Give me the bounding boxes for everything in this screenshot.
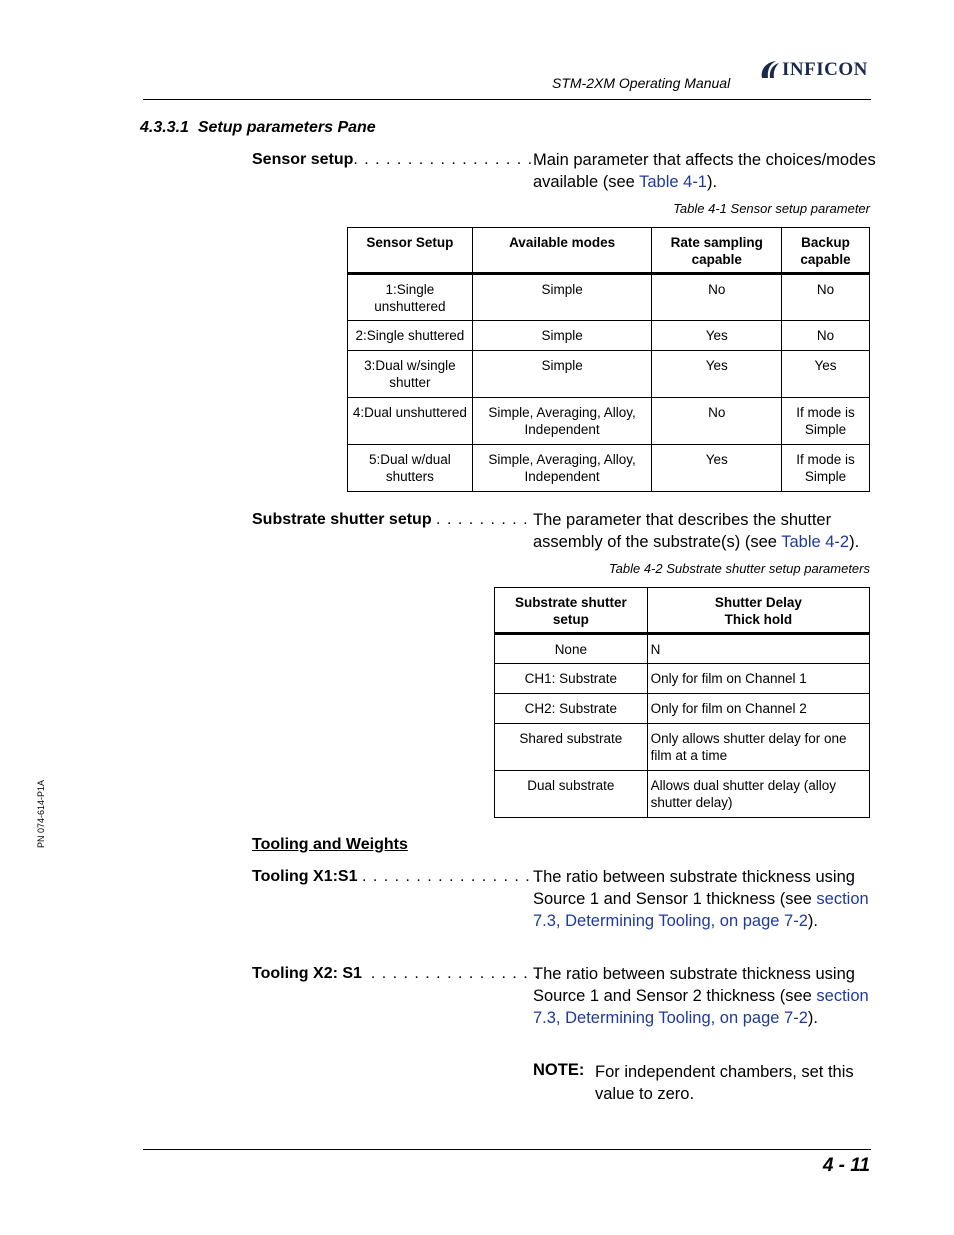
table-row xyxy=(495,664,870,694)
term-label: Tooling X1:S1 xyxy=(252,868,358,885)
table-header-row xyxy=(348,228,870,274)
description-text: The ratio between substrate thickness using Source 1 and Sensor 1 thickness (see xyxy=(533,868,855,908)
table-4-1-link[interactable]: Table 4-1 xyxy=(639,173,707,191)
header-line: Shutter Delay xyxy=(714,595,802,610)
header-line: Thick hold xyxy=(724,612,793,627)
table-cell: CH2: Substrate xyxy=(495,694,648,724)
table-cell: Only for film on Channel 1 xyxy=(647,664,869,694)
note-label: NOTE: xyxy=(533,1061,585,1079)
substrate-shutter-table xyxy=(494,587,870,818)
section-number: 4.3.3.1 xyxy=(140,119,189,136)
table-cell: Dual substrate xyxy=(495,771,648,818)
table-cell: No xyxy=(652,398,782,445)
substrate-setup-description xyxy=(533,509,878,553)
table-4-2-link[interactable]: Table 4-2 xyxy=(781,533,850,551)
table-4-2-caption: Table 4-2 Substrate shutter setup parameters xyxy=(608,561,870,576)
inficon-logo-icon xyxy=(758,58,782,82)
term-label: Tooling X2: S1 xyxy=(252,965,362,982)
table-cell: Simple xyxy=(472,274,652,321)
section-title: Setup parameters Pane xyxy=(197,119,376,136)
description-text: The ratio between substrate thickness using Source 1 and Sensor 2 thickness (see xyxy=(533,965,855,1005)
table-row xyxy=(348,321,870,351)
table-4-1-caption: Table 4-1 Sensor setup parameter xyxy=(673,201,870,216)
table-row xyxy=(348,274,870,321)
substrate-setup-term xyxy=(252,511,529,529)
footer-rule xyxy=(143,1149,871,1150)
inficon-logo xyxy=(758,58,868,82)
tooling-x2-description xyxy=(533,963,878,1029)
leader-dots: . . . . . . . . . . . . . . . . xyxy=(370,965,540,982)
table-header-row xyxy=(495,588,870,634)
table-cell: 1:Single unshuttered xyxy=(348,274,473,321)
table-cell: 5:Dual w/dual shutters xyxy=(348,445,473,492)
table-row xyxy=(495,771,870,818)
description-text: The parameter that describes the shutter assembly of the substrate(s) (see xyxy=(533,511,832,551)
part-number: PN 074-614-P1A xyxy=(36,779,46,848)
description-text-end: ). xyxy=(707,173,718,191)
table-row xyxy=(495,694,870,724)
column-header: Sensor Setup xyxy=(348,228,473,274)
column-header: Substrate shutter setup xyxy=(495,588,648,634)
term-label: Substrate shutter setup xyxy=(252,511,432,528)
leader-dots: . . . . . . . . . . . . . . . . . xyxy=(361,868,542,885)
table-row xyxy=(348,445,870,492)
table-cell: Yes xyxy=(652,445,782,492)
table-cell: If mode is Simple xyxy=(782,445,870,492)
section-7-3-link[interactable]: section 7.3, Determining Tooling, on page 7-2 xyxy=(533,890,869,930)
table-cell: No xyxy=(782,321,870,351)
table-cell: Yes xyxy=(652,321,782,351)
header-rule xyxy=(143,99,871,100)
table-cell: No xyxy=(652,274,782,321)
table-cell: 3:Dual w/single shutter xyxy=(348,351,473,398)
table-row xyxy=(495,634,870,664)
table-cell: Simple xyxy=(472,351,652,398)
table-cell: Yes xyxy=(652,351,782,398)
table-cell: Yes xyxy=(782,351,870,398)
tooling-x2-term xyxy=(252,965,540,983)
section-heading xyxy=(140,119,376,137)
table-cell: Shared substrate xyxy=(495,724,648,771)
column-header xyxy=(647,588,869,634)
description-text-end: ). xyxy=(849,533,860,551)
table-cell: CH1: Substrate xyxy=(495,664,648,694)
table-cell: No xyxy=(782,274,870,321)
page-number: 4 - 11 xyxy=(822,1155,870,1176)
table-cell: Only allows shutter delay for one film at a time xyxy=(647,724,869,771)
logo-text: INFICON xyxy=(782,59,868,80)
description-text: Main parameter that affects the choices/modes available (see xyxy=(533,151,876,191)
table-row xyxy=(348,398,870,445)
tooling-heading: Tooling and Weights xyxy=(252,836,408,853)
description-text-end: ). xyxy=(807,1009,818,1027)
table-cell: None xyxy=(495,634,648,664)
column-header: Backup capable xyxy=(782,228,870,274)
table-row xyxy=(495,724,870,771)
column-header: Rate sampling capable xyxy=(652,228,782,274)
manual-title: STM-2XM Operating Manual xyxy=(552,75,731,91)
table-cell: Allows dual shutter delay (alloy shutter delay) xyxy=(647,771,869,818)
leader-dots: . . . . . . . . . . . . . . . . . . xyxy=(353,151,544,168)
sensor-setup-table xyxy=(347,227,870,492)
table-cell: Only for film on Channel 2 xyxy=(647,694,869,724)
table-cell: 4:Dual unshuttered xyxy=(348,398,473,445)
table-row xyxy=(348,351,870,398)
sensor-setup-term xyxy=(252,151,544,169)
term-label: Sensor setup xyxy=(252,151,354,168)
note-text: For independent chambers, set this value to zero. xyxy=(595,1063,854,1103)
tooling-x1-term xyxy=(252,868,542,886)
description-text-end: ). xyxy=(807,912,818,930)
column-header: Available modes xyxy=(472,228,652,274)
table-cell: Simple, Averaging, Alloy, Independent xyxy=(472,398,652,445)
table-cell: 2:Single shuttered xyxy=(348,321,473,351)
sensor-setup-description xyxy=(533,149,878,193)
leader-dots: . . . . . . . . . xyxy=(436,511,529,528)
section-7-3-link[interactable]: section 7.3, Determining Tooling, on page 7-2 xyxy=(533,987,869,1027)
table-cell: Simple xyxy=(472,321,652,351)
table-cell: Simple, Averaging, Alloy, Independent xyxy=(472,445,652,492)
table-cell: N xyxy=(647,634,869,664)
table-cell: If mode is Simple xyxy=(782,398,870,445)
tooling-x1-description xyxy=(533,866,878,932)
